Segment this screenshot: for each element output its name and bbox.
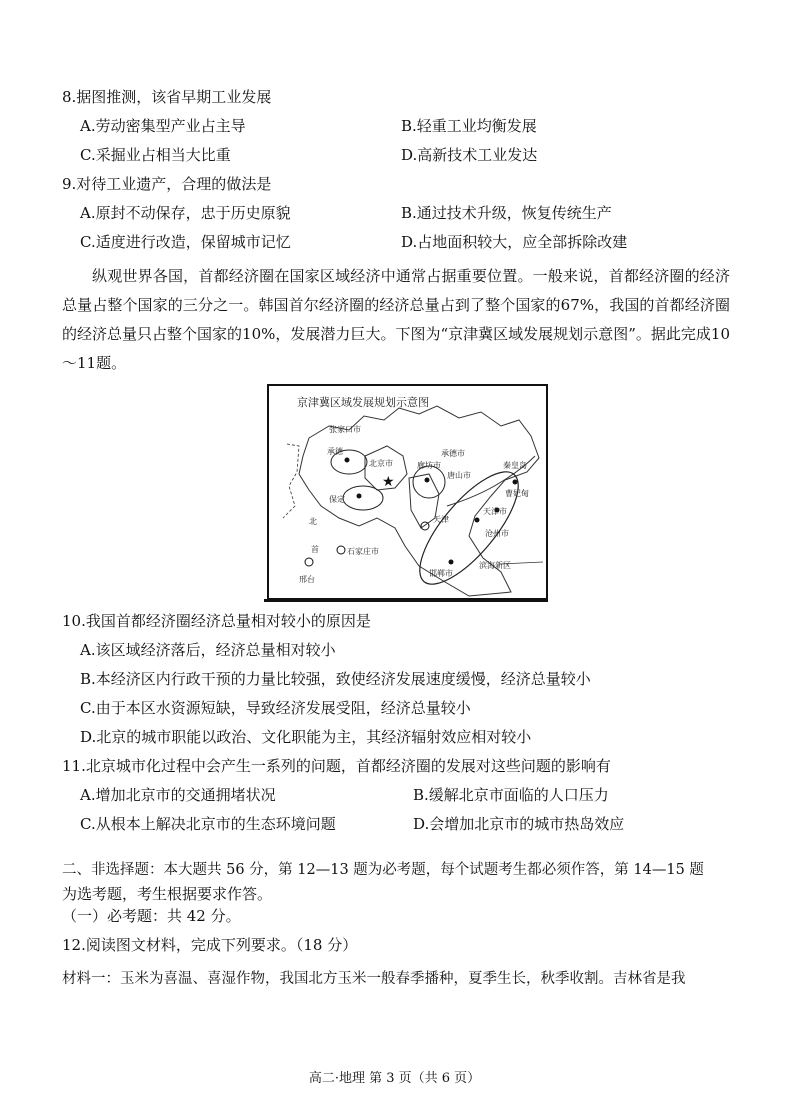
svg-text:★: ★ bbox=[382, 474, 395, 490]
q10-stem: 10.我国首都经济圈经济总量相对较小的原因是 bbox=[62, 612, 371, 630]
page-footer: 高二·地理 第 3 页（共 6 页） bbox=[308, 1071, 481, 1086]
map-label-langfang: 廊坊市 bbox=[417, 461, 441, 470]
q11-option-b: B.缓解北京市面临的人口压力 bbox=[413, 786, 609, 804]
q12-stem: 12.阅读图文材料，完成下列要求。（18 分） bbox=[62, 936, 358, 954]
map-label-zhangjiakou: 张家口市 bbox=[329, 425, 361, 434]
q10-option-a: A.该区域经济落后，经济总量相对较小 bbox=[80, 641, 336, 659]
q10-option-d: D.北京的城市职能以政治、文化职能为主，其经济辐射效应相对较小 bbox=[80, 728, 532, 746]
map-label-qinhuangdao: 秦皇岛 bbox=[503, 461, 527, 470]
q12-material-one: 材料一：玉米为喜温、喜湿作物，我国北方玉米一般春季播种，夏季生长，秋季收割。吉林省是我 bbox=[62, 971, 686, 987]
map-bottom-rule bbox=[264, 599, 548, 602]
q10-option-b: B.本经济区内行政干预的力量比较强，致使经济发展速度缓慢，经济总量较小 bbox=[80, 670, 591, 688]
section2-heading-line1: 二、非选择题：本大题共 56 分，第 12—13 题为必考题，每个试题考生都必须作答，第 14—15 题 bbox=[62, 862, 704, 878]
q9-option-c: C.适度进行改造，保留城市记忆 bbox=[80, 233, 291, 251]
section2-heading-line2: 为选考题，考生根据要求作答。 bbox=[62, 885, 273, 903]
map-label-tianjinshi: 天津市 bbox=[483, 507, 507, 516]
q9-option-a: A.原封不动保存，忠于历史原貌 bbox=[80, 204, 291, 222]
q11-stem: 11.北京城市化过程中会产生一系列的问题，首都经济圈的发展对这些问题的影响有 bbox=[62, 757, 611, 775]
q8-option-c: C.采掘业占相当大比重 bbox=[80, 146, 231, 164]
q11-option-a: A.增加北京市的交通拥堵状况 bbox=[80, 786, 276, 804]
map-label-shou: 首 bbox=[311, 545, 319, 554]
map-label-bei: 北 bbox=[309, 517, 317, 526]
q9-option-d: D.占地面积较大，应全部拆除改建 bbox=[401, 233, 628, 251]
section2-required-note: （一）必考题：共 42 分。 bbox=[62, 907, 241, 925]
reading-passage: 纵观世界各国，首都经济圈在国家区域经济中通常占据重要位置。一般来说，首都经济圈的经济总量占整个国家的三分之一。韩国首尔经济圈的经济总量占到了整个国家的67%，我国的首都经济圈的经济总量只占整个国家的10%，发展潜力巨大。下图为“京津冀区域发展规划示意图”。据此完成10～11题。 bbox=[62, 267, 730, 372]
map-label-binhai: 滨海新区 bbox=[479, 561, 511, 570]
map-label-chengde: 承德 bbox=[327, 447, 343, 456]
q9-option-b: B.通过技术升级，恢复传统生产 bbox=[401, 204, 612, 222]
map-label-shijiazhuang: 石家庄市 bbox=[347, 547, 379, 556]
q8-option-b: B.轻重工业均衡发展 bbox=[401, 117, 537, 135]
map-label-beijing: 北京市 bbox=[369, 459, 393, 468]
map-label-caofeidian: 曹妃甸 bbox=[505, 489, 529, 498]
map-label-xingtai: 邢台 bbox=[299, 575, 315, 584]
map-label-handan: 邯郸市 bbox=[429, 569, 453, 578]
map-label-chengdeshi: 承德市 bbox=[441, 449, 465, 458]
q9-stem: 9.对待工业遗产，合理的做法是 bbox=[62, 175, 272, 193]
map-label-tangshan: 唐山市 bbox=[447, 471, 471, 480]
map-label-tianjin: 天津 bbox=[433, 515, 449, 524]
q10-option-c: C.由于本区水资源短缺，导致经济发展受阻，经济总量较小 bbox=[80, 699, 471, 717]
q11-option-c: C.从根本上解决北京市的生态环境问题 bbox=[80, 815, 336, 833]
jingjinji-map bbox=[267, 384, 548, 600]
map-title: 京津冀区域发展规划示意图 bbox=[297, 396, 429, 409]
q8-option-d: D.高新技术工业发达 bbox=[401, 146, 538, 164]
q11-option-d: D.会增加北京市的城市热岛效应 bbox=[413, 815, 625, 833]
map-label-baoding: 保定 bbox=[329, 495, 345, 504]
q8-stem: 8.据图推测，该省早期工业发展 bbox=[62, 88, 272, 106]
map-drawing bbox=[269, 386, 546, 598]
q8-option-a: A.劳动密集型产业占主导 bbox=[80, 117, 246, 135]
map-label-cangzhou: 沧州市 bbox=[485, 529, 509, 538]
